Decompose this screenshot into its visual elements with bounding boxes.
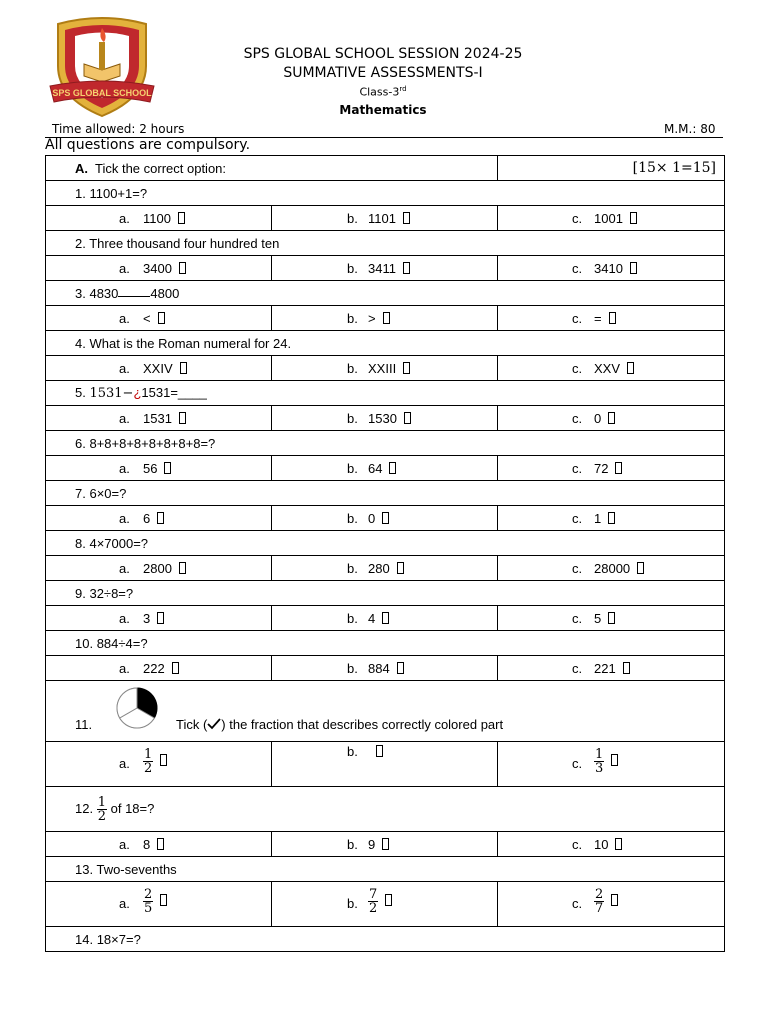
tick-box[interactable]: [397, 662, 404, 674]
tick-box[interactable]: [403, 362, 410, 374]
question-table: [45, 155, 725, 952]
question-text: 2. Three thousand four hundred ten: [46, 231, 725, 256]
tick-box[interactable]: [623, 662, 630, 674]
options-row: [46, 832, 725, 857]
fraction: $\frac{1}{2}$: [97, 794, 106, 824]
option-a[interactable]: a. 1531: [46, 406, 272, 431]
option-a[interactable]: a. 3: [46, 606, 272, 631]
tick-box[interactable]: [611, 754, 618, 766]
question-text: 9. 32÷8=?: [46, 581, 725, 606]
option-c[interactable]: c. 10: [498, 832, 725, 857]
section-row: [46, 156, 725, 181]
option-a[interactable]: a. $\frac{1}{2}$: [46, 742, 272, 787]
tick-box[interactable]: [160, 754, 167, 766]
tick-box[interactable]: [382, 612, 389, 624]
options-row: [46, 456, 725, 481]
tick-box[interactable]: [608, 512, 615, 524]
question-row: [46, 681, 725, 742]
question-row: [46, 331, 725, 356]
question-row: [46, 857, 725, 882]
tick-box[interactable]: [389, 462, 396, 474]
options-row: [46, 256, 725, 281]
options-row: [46, 356, 725, 381]
option-a[interactable]: a. 222: [46, 656, 272, 681]
tick-box[interactable]: [615, 462, 622, 474]
tick-box[interactable]: [630, 262, 637, 274]
question-text: 14. 18×7=?: [46, 927, 725, 952]
fraction: $\frac{7}{2}$: [369, 887, 378, 916]
tick-box[interactable]: [376, 745, 383, 757]
option-a[interactable]: a. 8: [46, 832, 272, 857]
option-c[interactable]: c. 28000: [498, 556, 725, 581]
question-row: [46, 927, 725, 952]
option-b[interactable]: b. >: [272, 306, 498, 331]
tick-box[interactable]: [385, 894, 392, 906]
check-mark-icon: [207, 718, 221, 730]
tick-box[interactable]: [382, 838, 389, 850]
option-a[interactable]: a. XXIV: [46, 356, 272, 381]
fraction: $\frac{2}{5}$: [144, 887, 153, 916]
question-row: [46, 181, 725, 206]
fraction: $\frac{2}{7}$: [595, 887, 604, 916]
tick-box[interactable]: [172, 662, 179, 674]
tick-box[interactable]: [179, 412, 186, 424]
option-b[interactable]: b. 9: [272, 832, 498, 857]
tick-box[interactable]: [160, 894, 167, 906]
class-label: Class-3rd: [359, 85, 407, 99]
tick-box[interactable]: [382, 512, 389, 524]
options-row: [46, 406, 725, 431]
question-row: [46, 231, 725, 256]
option-c[interactable]: c. 5: [498, 606, 725, 631]
tick-box[interactable]: [157, 838, 164, 850]
options-row: [46, 556, 725, 581]
tick-box[interactable]: [615, 838, 622, 850]
tick-box[interactable]: [403, 262, 410, 274]
option-a[interactable]: a. 2800: [46, 556, 272, 581]
option-b[interactable]: b. $\frac{7}{2}$: [272, 882, 498, 927]
tick-box[interactable]: [608, 612, 615, 624]
question-row: [46, 581, 725, 606]
options-row: [46, 742, 725, 787]
option-c[interactable]: c. 72: [498, 456, 725, 481]
question-row: [46, 531, 725, 556]
tick-box[interactable]: [157, 512, 164, 524]
option-a[interactable]: a. 6: [46, 506, 272, 531]
option-a[interactable]: a. 3400: [46, 256, 272, 281]
option-c[interactable]: c. $\frac{1}{3}$: [498, 742, 725, 787]
option-a[interactable]: a. $\frac{2}{5}$: [46, 882, 272, 927]
option-b[interactable]: b. 280: [272, 556, 498, 581]
tick-box[interactable]: [158, 312, 165, 324]
tick-box[interactable]: [180, 362, 187, 374]
pie-chart-icon: [114, 685, 160, 731]
options-row: [46, 606, 725, 631]
subject-title: Mathematics: [339, 103, 427, 117]
school-logo: [48, 14, 156, 118]
question-text: 7. 6×0=?: [46, 481, 725, 506]
option-b[interactable]: b.: [272, 742, 498, 787]
question-row: [46, 381, 725, 406]
school-session-title: SPS GLOBAL SCHOOL SESSION 2024-25: [243, 46, 523, 62]
option-b[interactable]: b. 3411: [272, 256, 498, 281]
tick-box[interactable]: [178, 212, 185, 224]
option-c[interactable]: c. 1: [498, 506, 725, 531]
options-row: [46, 506, 725, 531]
question-text: 11. Tick ( ) the fraction that describes correctly colored part: [46, 681, 725, 742]
question-text: 1. 1100+1=?: [46, 181, 725, 206]
option-b[interactable]: b. 64: [272, 456, 498, 481]
question-text: 10. 884÷4=?: [46, 631, 725, 656]
option-a[interactable]: a. 1100: [46, 206, 272, 231]
time-allowed: Time allowed: 2 hours: [52, 122, 185, 136]
section-title-cell: A. Tick the correct option:: [46, 156, 498, 181]
options-row: [46, 656, 725, 681]
options-row: [46, 206, 725, 231]
option-c[interactable]: c. 1001: [498, 206, 725, 231]
option-c[interactable]: c. 221: [498, 656, 725, 681]
tick-box[interactable]: [157, 612, 164, 624]
section-marks: [15× 1=15]: [498, 156, 725, 181]
question-text: 12. $\frac{1}{2}$ of 18=?: [46, 787, 725, 832]
question-text: 4. What is the Roman numeral for 24.: [46, 331, 725, 356]
tick-box[interactable]: [164, 462, 171, 474]
option-c[interactable]: c. =: [498, 306, 725, 331]
fraction: $\frac{1}{2}$: [144, 747, 153, 776]
tick-box[interactable]: [403, 212, 410, 224]
question-text: 5. 1531−¿1531=____: [46, 381, 725, 406]
question-row: [46, 481, 725, 506]
tick-box[interactable]: [383, 312, 390, 324]
fraction: $\frac{1}{3}$: [595, 747, 604, 776]
tick-box[interactable]: [611, 894, 618, 906]
tick-box[interactable]: [179, 262, 186, 274]
max-marks: M.M.: 80: [664, 122, 716, 136]
option-a[interactable]: a. <: [46, 306, 272, 331]
tick-box[interactable]: [609, 312, 616, 324]
question-row: [46, 787, 725, 832]
assessment-title: SUMMATIVE ASSESSMENTS-I: [283, 65, 483, 81]
option-b[interactable]: b. 884: [272, 656, 498, 681]
option-b[interactable]: b. XXIII: [272, 356, 498, 381]
question-row: [46, 631, 725, 656]
option-b[interactable]: b. 0: [272, 506, 498, 531]
tick-box[interactable]: [608, 412, 615, 424]
question-text: 13. Two-sevenths: [46, 857, 725, 882]
question-text: 6. 8+8+8+8+8+8+8+8=?: [46, 431, 725, 456]
svg-text:SPS GLOBAL SCHOOL: SPS GLOBAL SCHOOL: [52, 88, 152, 98]
option-c[interactable]: c. 0: [498, 406, 725, 431]
option-c[interactable]: c. XXV: [498, 356, 725, 381]
tick-box[interactable]: [637, 562, 644, 574]
tick-box[interactable]: [404, 412, 411, 424]
question-text: 8. 4×7000=?: [46, 531, 725, 556]
option-b[interactable]: b. 1101: [272, 206, 498, 231]
question-row: [46, 281, 725, 306]
option-a[interactable]: a. 56: [46, 456, 272, 481]
tick-box[interactable]: [627, 362, 634, 374]
option-c[interactable]: c. 3410: [498, 256, 725, 281]
options-row: [46, 306, 725, 331]
question-text: 3. 4830 4800: [46, 281, 725, 306]
instruction-text: All questions are compulsory.: [45, 137, 251, 153]
tick-box[interactable]: [630, 212, 637, 224]
tick-box[interactable]: [397, 562, 404, 574]
option-b[interactable]: b. 4: [272, 606, 498, 631]
option-c[interactable]: c. $\frac{2}{7}$: [498, 882, 725, 927]
question-row: [46, 431, 725, 456]
option-b[interactable]: b. 1530: [272, 406, 498, 431]
tick-box[interactable]: [179, 562, 186, 574]
options-row: [46, 882, 725, 927]
